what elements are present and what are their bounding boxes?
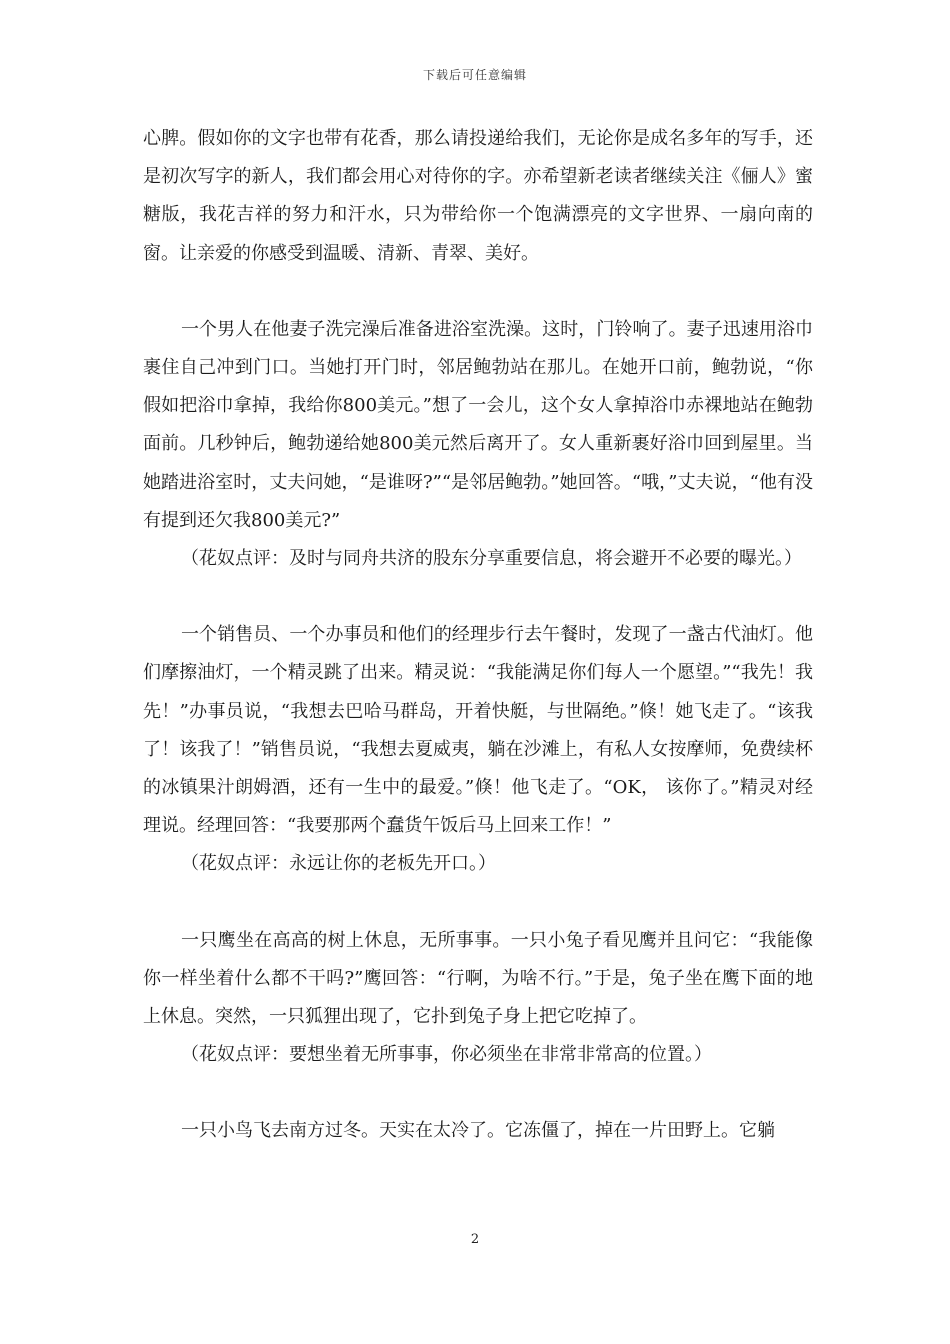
paragraph-gap	[143, 1074, 813, 1112]
page-header: 下载后可任意编辑	[422, 68, 527, 82]
page-number: 2	[470, 1232, 480, 1247]
paragraph-intro-continued: 心脾。假如你的文字也带有花香，那么请投递给我们，无论你是成名多年的写手，还是初次写字的新人，我们都会用心对待你的字。亦希望新老读者继续关注《俪人》蜜糖版，我花吉祥的努力和汗水，只为带给你一个饱满漂亮的文字世界、一扇向南的窗。让亲爱的你感受到温暖、清新、青翠、美好。	[143, 128, 813, 264]
paragraph-comment-eagle: （花奴点评：要想坐着无所事事，你必须坐在非常非常高的位置。）	[181, 1044, 712, 1066]
paragraph-story-bathroom: 一个男人在他妻子洗完澡后准备进浴室洗澡。这时，门铃响了。妻子迅速用浴巾裹住自己冲到门口。当她打开门时，邻居鲍勃站在那儿。在她开口前，鲍勃说，“你假如把浴巾拿掉，我给你800美元。”想了一会儿，这个女人拿掉浴巾赤裸地站在鲍勃面前。几秒钟后，鲍勃递给她800美元然后离开了。女人重新裹好浴巾回到屋里。当她踏进浴室时，丈夫问她，“是谁呀?”“是邻居鲍勃。”她回答。“哦，”丈夫说，“他有没有提到还欠我800美元?”	[143, 318, 813, 531]
document-body	[143, 120, 813, 1151]
paragraph-comment-bathroom: （花奴点评：及时与同舟共济的股东分享重要信息，将会避开不必要的曝光。）	[181, 548, 802, 570]
paragraph-gap	[143, 578, 813, 616]
paragraph-gap	[143, 273, 813, 311]
paragraph-comment-genie: （花奴点评：永远让你的老板先开口。）	[181, 853, 496, 875]
paragraph-story-bird: 一只小鸟飞去南方过冬。天实在太冷了。它冻僵了，掉在一片田野上。它躺	[181, 1120, 775, 1142]
paragraph-story-eagle: 一只鹰坐在高高的树上休息，无所事事。一只小兔子看见鹰并且问它：“我能像你一样坐着什么都不干吗?”鹰回答：“行啊，为啥不行。”于是，兔子坐在鹰下面的地上休息。突然，一只狐狸出现了，它扑到兔子身上把它吃掉了。	[143, 929, 813, 1028]
paragraph-story-genie: 一个销售员、一个办事员和他们的经理步行去午餐时，发现了一盏古代油灯。他们摩擦油灯，一个精灵跳了出来。精灵说：“我能满足你们每人一个愿望。”“我先！我先！”办事员说，“我想去巴哈马群岛，开着快艇，与世隔绝。”倏！她飞走了。“该我了！该我了！”销售员说，“我想去夏威夷，躺在沙滩上，有私人女按摩师，免费续杯的冰镇果汁朗姆酒，还有一生中的最爱。”倏！他飞走了。“OK， 该你了。”精灵对经理说。经理回答：“我要那两个蠢货午饭后马上回来工作！”	[143, 624, 813, 837]
paragraph-gap	[143, 884, 813, 922]
